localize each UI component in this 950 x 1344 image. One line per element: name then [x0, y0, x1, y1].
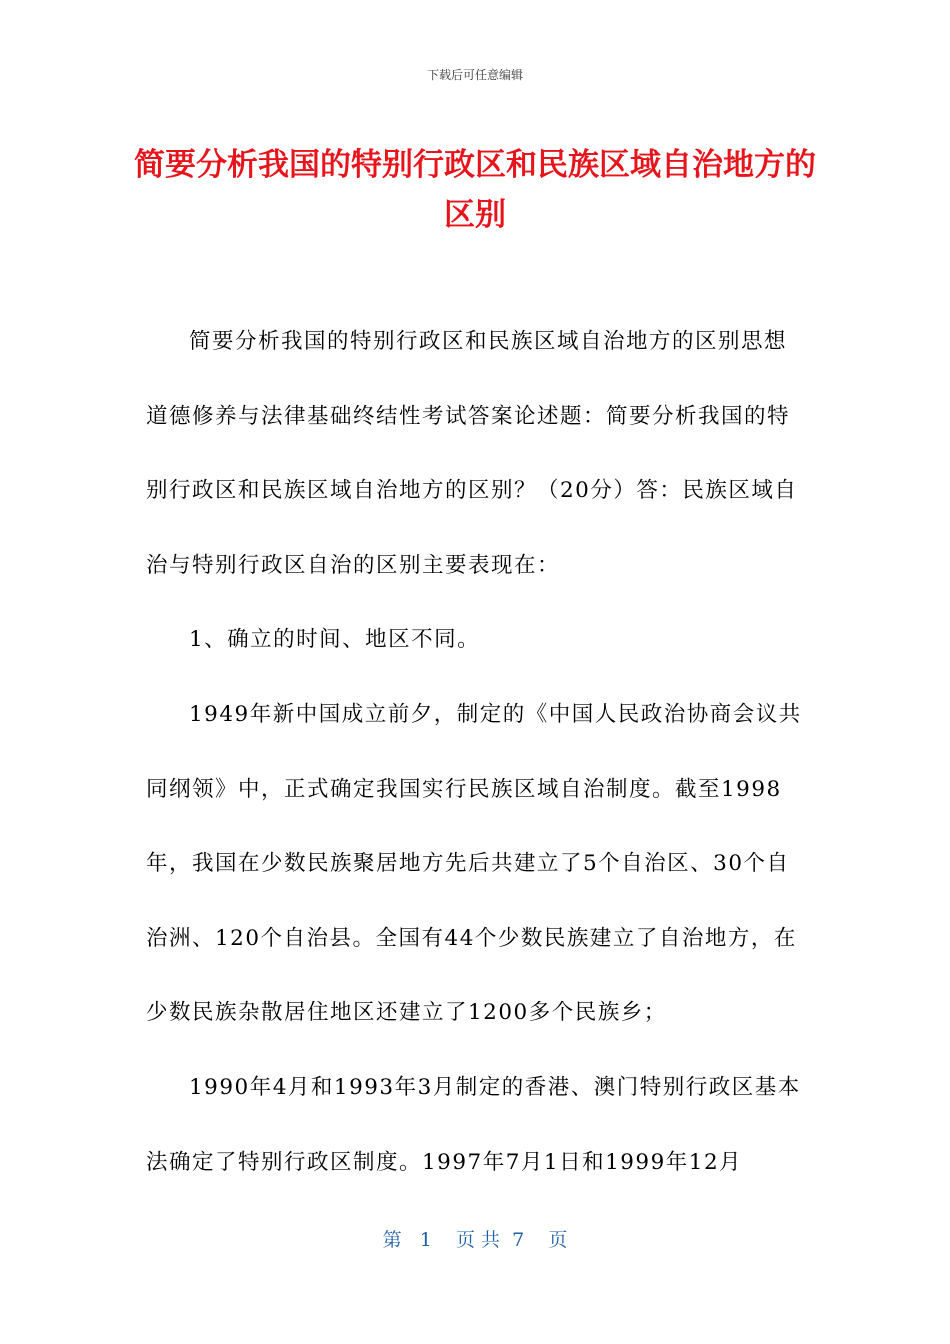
- paragraph: 1、确立的时间、地区不同。: [189, 627, 481, 653]
- paragraph: 1949年新中国成立前夕，制定的《中国人民政治协商会议共同纲领》中，正式确定我国实行民族区域自治制度。截至1998年，我国在少数民族聚居地方先后共建立了5个自治区、30个自治洲、120个自治县。全国有44个少数民族建立了自治地方，在少数民族杂散居住地区还建立了1200多个民族乡；: [146, 701, 802, 1026]
- document-title: 简要分析我国的特别行政区和民族区域自治地方的区别: [134, 147, 816, 233]
- paragraph: 1990年4月和1993年3月制定的香港、澳门特别行政区基本法确定了特别行政区制度。1997年7月1日和1999年12月: [146, 1074, 801, 1175]
- header-note: 下载后可任意编辑: [426, 68, 523, 82]
- paragraph: 简要分析我国的特别行政区和民族区域自治地方的区别思想道德修养与法律基础终结性考试答案论述题：简要分析我国的特别行政区和民族区域自治地方的区别？（20分）答：民族区域自治与特别行政区自治的区别主要表现在：: [146, 329, 798, 578]
- page-number-footer: 第 1 页 共 7 页: [382, 1229, 568, 1251]
- document-body: [146, 305, 802, 1200]
